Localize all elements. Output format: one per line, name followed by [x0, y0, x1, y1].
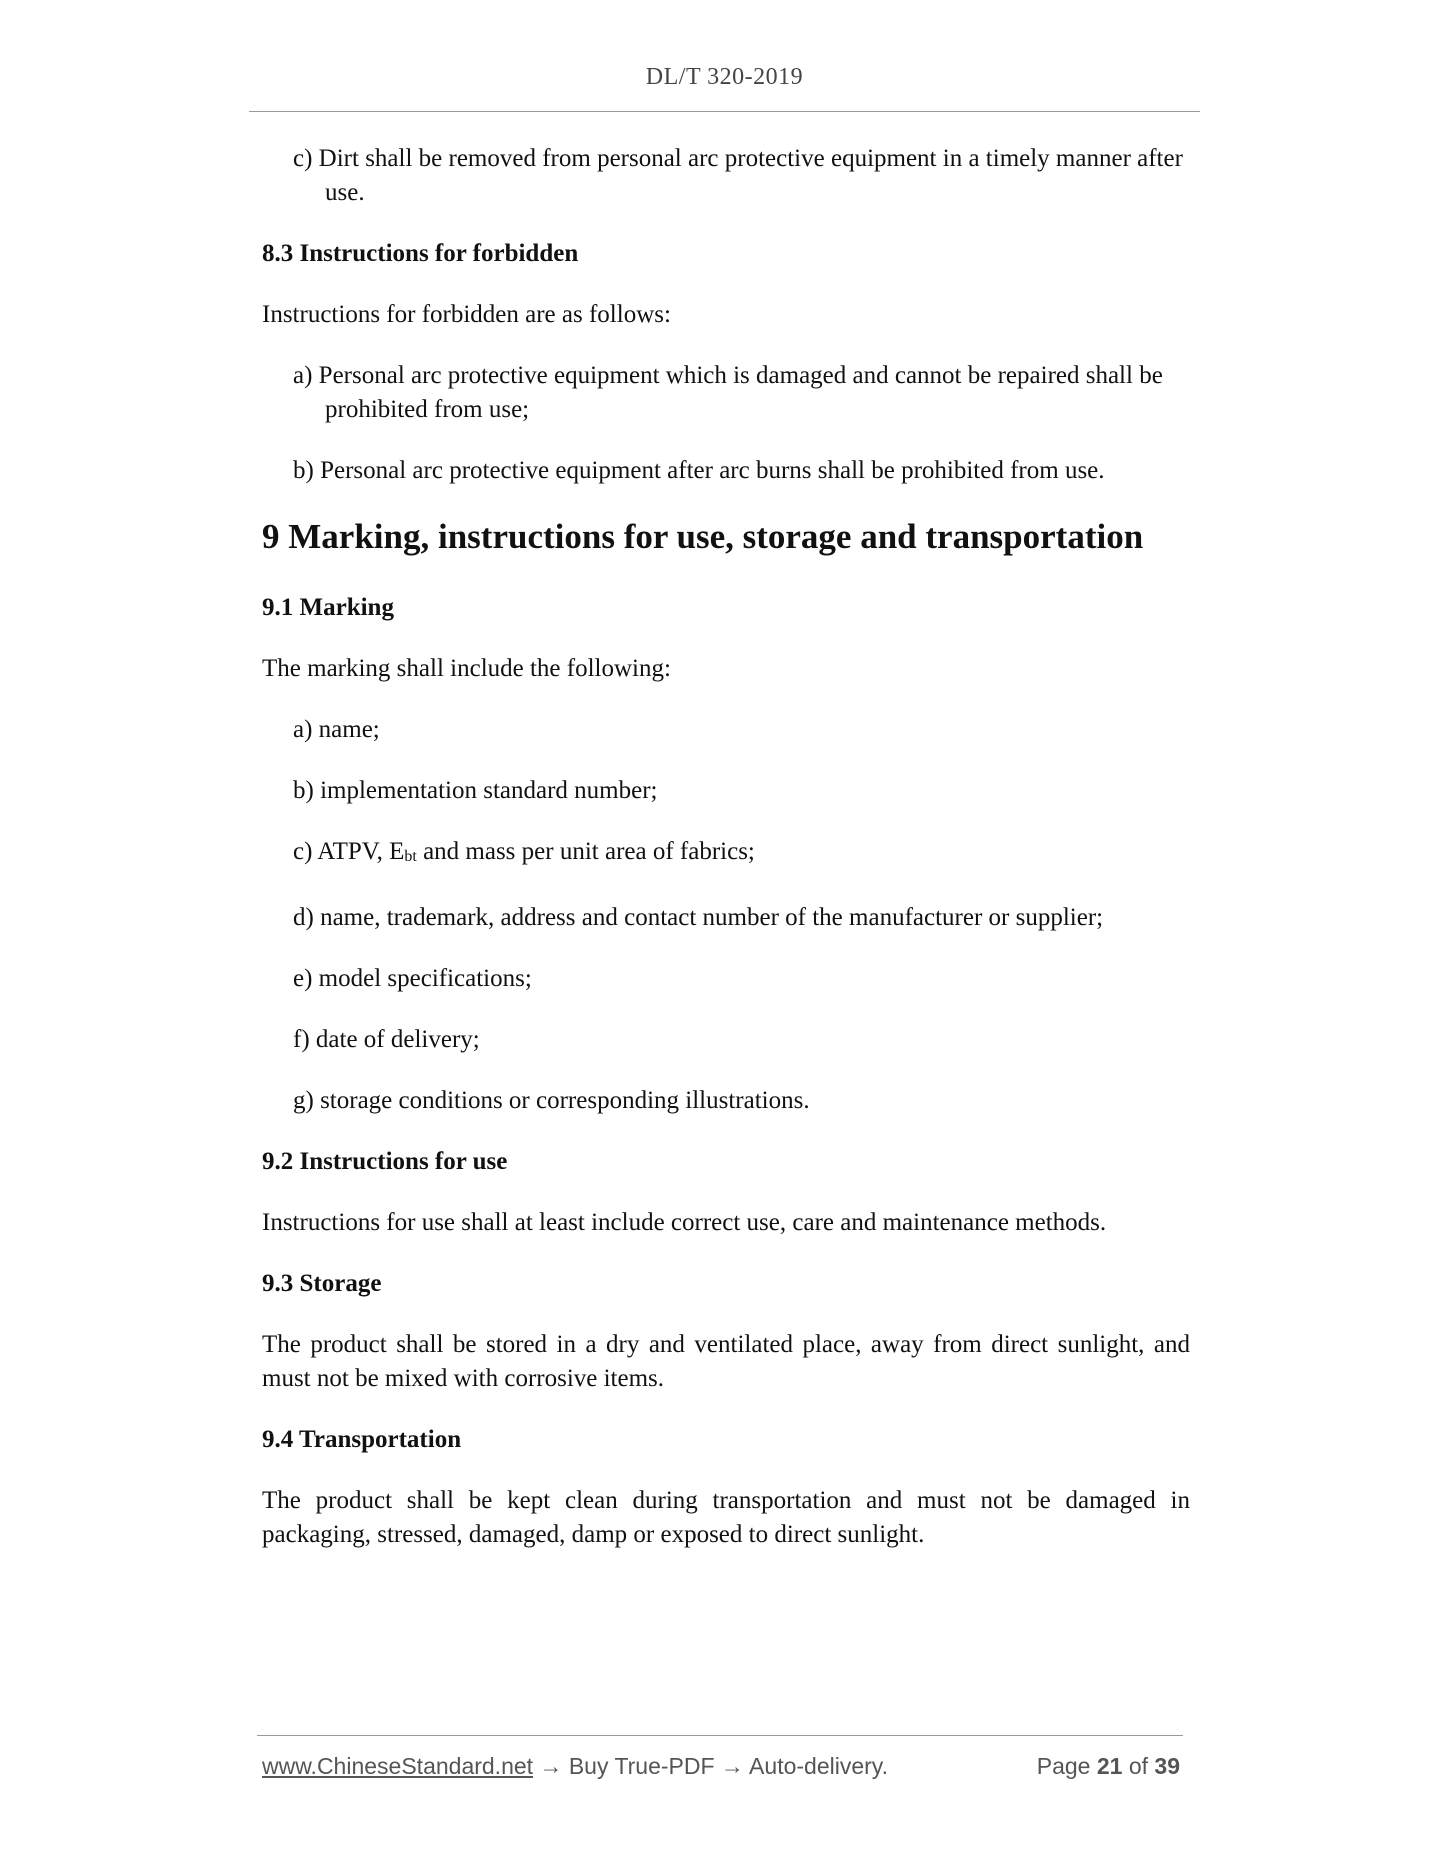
- paragraph: Instructions for use shall at least include correct use, care and maintenance methods.: [262, 1209, 1107, 1236]
- paragraph: Instructions for forbidden are as follows:: [262, 301, 671, 328]
- list-item: a) Personal arc protective equipment which is damaged and cannot be repaired shall be prohibited from use;: [293, 362, 1163, 423]
- page-footer: [262, 1753, 1180, 1780]
- list-item: c) Dirt shall be removed from personal arc protective equipment in a timely manner after use.: [293, 145, 1183, 206]
- page-of-label: of: [1122, 1753, 1155, 1779]
- section-heading-9-1: 9.1 Marking: [262, 594, 394, 621]
- section-heading-9: 9 Marking, instructions for use, storage and transportation: [262, 517, 1144, 556]
- website-link[interactable]: www.ChineseStandard.net: [262, 1753, 534, 1779]
- footer-divider: [257, 1735, 1183, 1736]
- subscript-bt: bt: [404, 848, 417, 865]
- paragraph: The product shall be kept clean during transportation and must not be damaged in packaging, stressed, damaged, damp or exposed to direct sunlight.: [262, 1487, 1190, 1548]
- list-item: e) model specifications;: [293, 965, 532, 992]
- paragraph: The product shall be stored in a dry and ventilated place, away from direct sunlight, and must not be mixed with corrosive items.: [262, 1331, 1190, 1392]
- item-text-prefix: c) ATPV, E: [293, 838, 405, 865]
- section-heading-9-4: 9.4 Transportation: [262, 1426, 462, 1453]
- footer-promo-text: → Buy True-PDF → Auto-delivery.: [533, 1753, 888, 1779]
- page-total: 39: [1154, 1753, 1180, 1779]
- list-item: f) date of delivery;: [293, 1026, 480, 1053]
- list-item: b) Personal arc protective equipment after arc burns shall be prohibited from use.: [293, 457, 1105, 484]
- document-header-id: DL/T 320-2019: [645, 64, 804, 90]
- page-current: 21: [1096, 1753, 1123, 1779]
- section-heading-9-3: 9.3 Storage: [262, 1270, 382, 1297]
- list-item: [262, 835, 1190, 874]
- paragraph: The marking shall include the following:: [262, 655, 671, 682]
- list-item: b) implementation standard number;: [293, 777, 658, 804]
- page-indicator: [1037, 1753, 1180, 1780]
- list-item: d) name, trademark, address and contact number of the manufacturer or supplier;: [293, 904, 1104, 931]
- list-item: g) storage conditions or corresponding illustrations.: [293, 1087, 810, 1114]
- list-item: a) name;: [293, 716, 380, 743]
- document-body: [262, 142, 1190, 1579]
- item-text-suffix: and mass per unit area of fabrics;: [416, 838, 755, 865]
- section-heading-9-2: 9.2 Instructions for use: [262, 1148, 508, 1175]
- page-label: Page: [1036, 1753, 1097, 1779]
- section-heading-8-3: 8.3 Instructions for forbidden: [262, 240, 579, 267]
- header-divider: [249, 111, 1200, 112]
